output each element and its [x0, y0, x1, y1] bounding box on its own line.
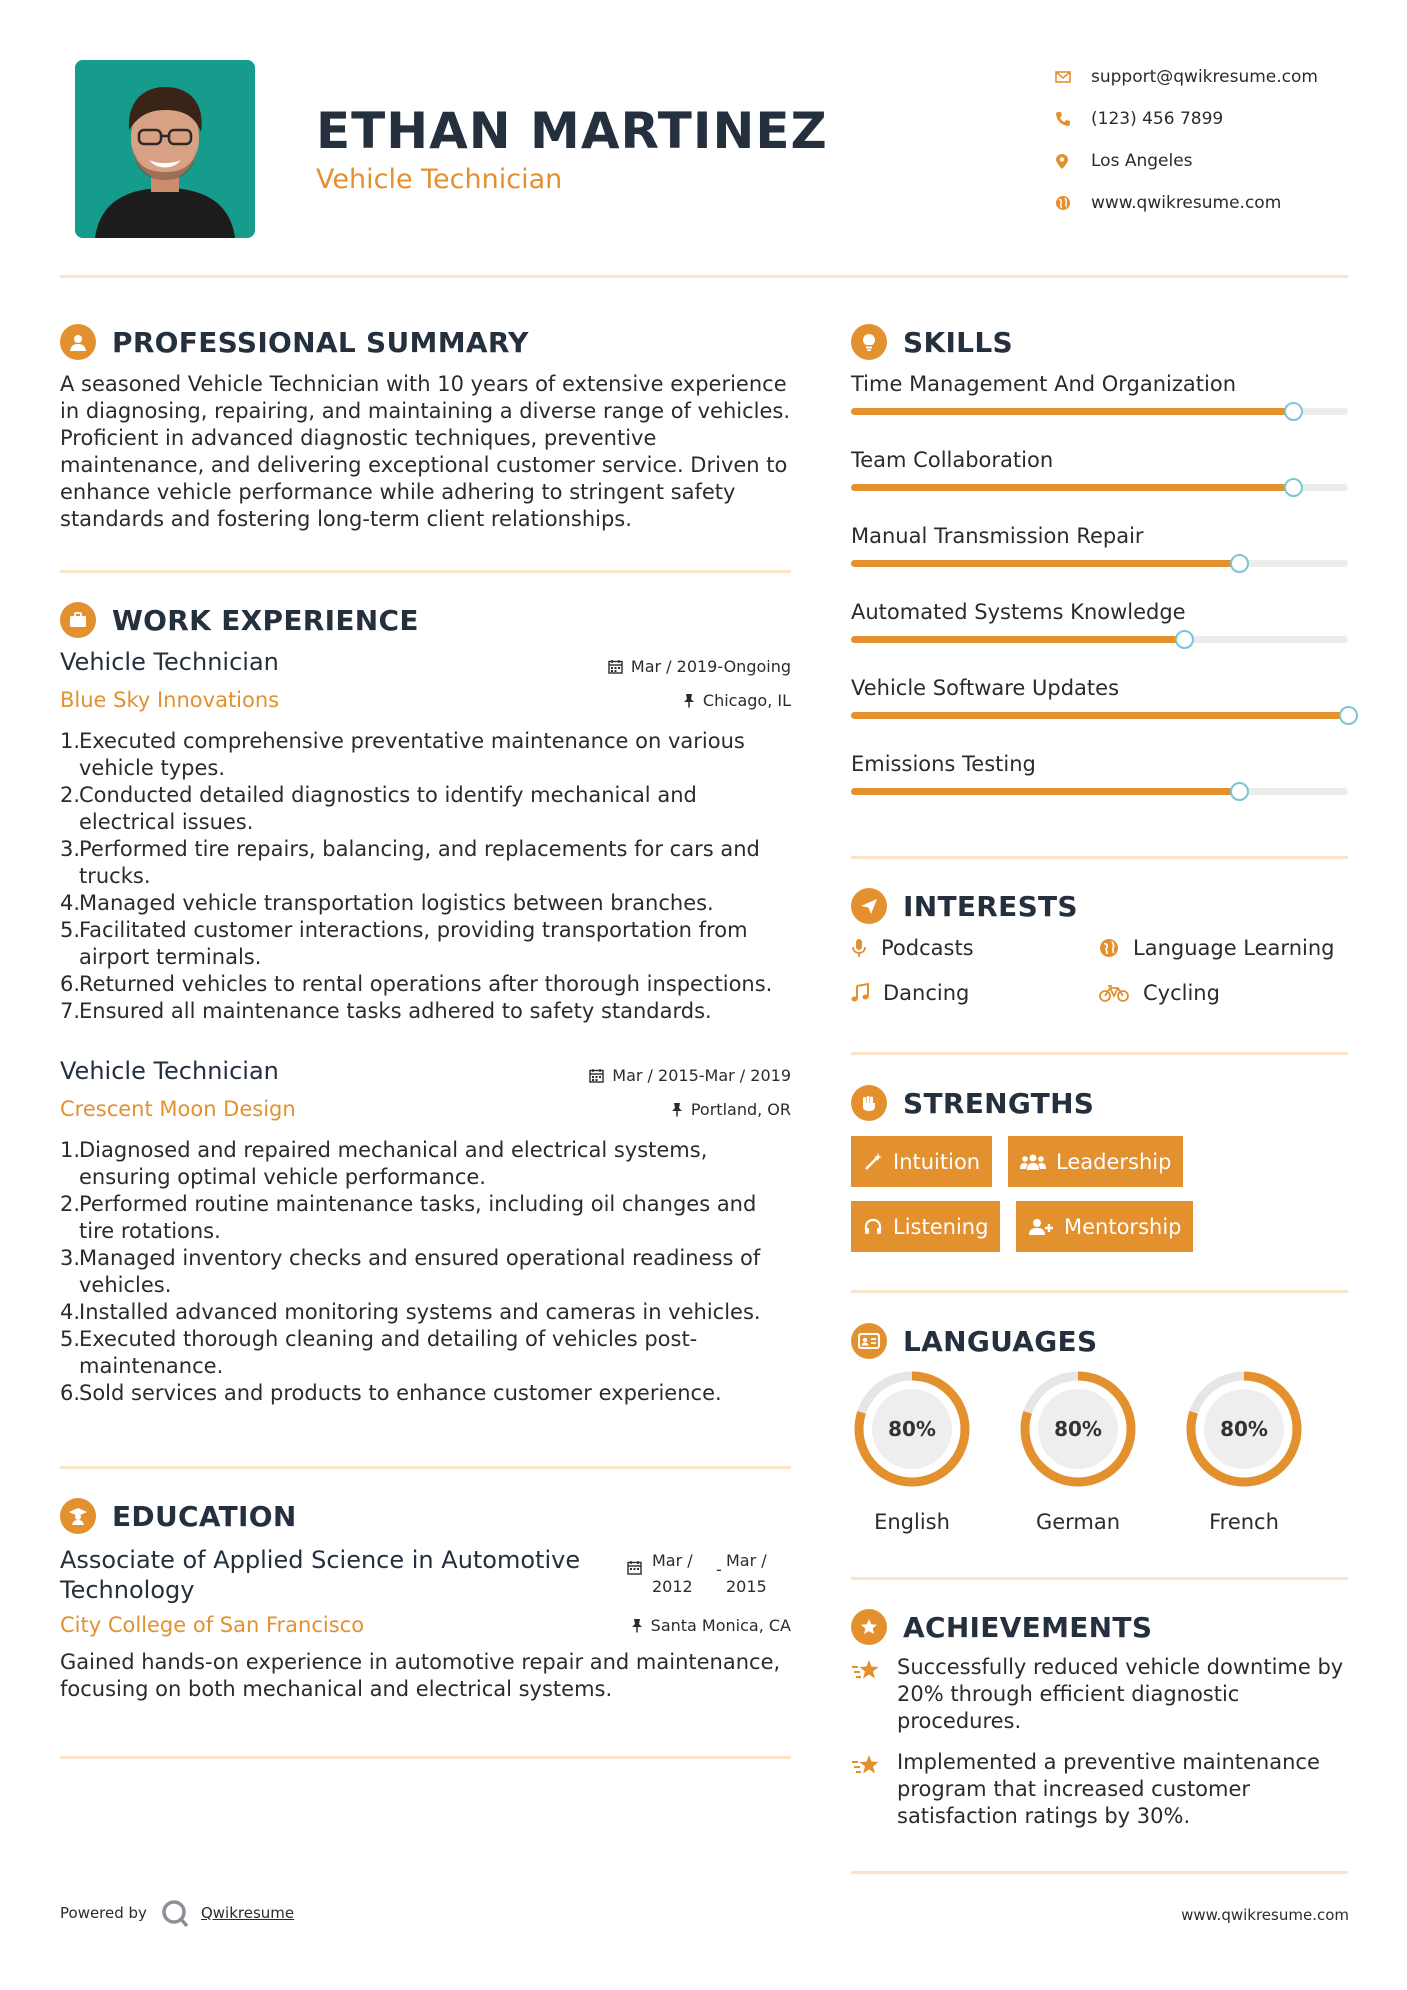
list-item	[60, 917, 805, 971]
list-number: 1.	[60, 729, 81, 753]
skill-label: Automated Systems Knowledge	[851, 600, 1186, 624]
header-divider	[60, 275, 1348, 278]
skill-bar-track	[851, 788, 1348, 795]
contact-email[interactable]	[1055, 56, 1318, 98]
list-line: Executed comprehensive preventative maintenance on various	[79, 729, 745, 753]
strengths-divider	[851, 1290, 1348, 1293]
language-percent: 80%	[888, 1417, 936, 1441]
interest-label: Podcasts	[881, 936, 974, 960]
globe-icon	[1055, 195, 1091, 211]
strength-chip	[1008, 1136, 1183, 1187]
list-line: vehicle types.	[79, 756, 225, 780]
job-location	[500, 1100, 791, 1119]
achievement-text	[897, 1654, 1343, 1735]
skill-item	[851, 676, 1348, 752]
list-line: tire rotations.	[79, 1219, 221, 1243]
pushpin-icon	[671, 1102, 683, 1117]
achievement-item	[851, 1654, 1351, 1735]
list-number: 4.	[60, 891, 81, 915]
language-item	[851, 1368, 973, 1534]
job-location	[500, 691, 791, 710]
education-line: focusing on both mechanical and electrical systems.	[60, 1677, 613, 1701]
job-title: Vehicle Technician	[60, 1057, 279, 1085]
list-number: 7.	[60, 999, 81, 1023]
user-icon	[60, 324, 96, 360]
skill-label: Team Collaboration	[851, 448, 1054, 472]
star-icon	[851, 1749, 897, 1830]
language-name: French	[1209, 1510, 1279, 1534]
qwikresume-logo-icon	[159, 1897, 191, 1929]
strength-chip	[851, 1136, 992, 1187]
job-dates-text: Mar / 2019-Ongoing	[630, 657, 791, 676]
interest-item	[1099, 936, 1334, 960]
achievements-title: ACHIEVEMENTS	[903, 1610, 1153, 1644]
phone-icon	[1055, 111, 1091, 127]
graduate-icon	[60, 1498, 96, 1534]
achievement-text	[897, 1749, 1320, 1830]
language-name: German	[1035, 1510, 1121, 1534]
summary-heading	[60, 324, 529, 360]
skill-level-knob	[1175, 630, 1194, 649]
list-line: Performed tire repairs, balancing, and replacements for cars and	[79, 837, 760, 861]
interest-item	[851, 981, 969, 1005]
qwikresume-link[interactable]: Qwikresume	[200, 1904, 295, 1922]
language-progress-ring	[851, 1368, 973, 1490]
strength-chip	[851, 1201, 1000, 1252]
skill-label: Time Management And Organization	[851, 372, 1237, 396]
list-line: Managed vehicle transportation logistics between branches.	[79, 891, 714, 915]
interests-title: INTERESTS	[903, 889, 1078, 923]
language-progress-ring	[1183, 1368, 1305, 1490]
interest-label: Dancing	[883, 981, 970, 1005]
fist-icon	[851, 1085, 887, 1121]
contact-website-text: www.qwikresume.com	[1091, 193, 1282, 213]
achievement-line: 20% through efficient diagnostic	[897, 1682, 1240, 1706]
group-icon	[1020, 1152, 1046, 1172]
job-company: Blue Sky Innovations	[60, 688, 280, 712]
footer-website[interactable]: www.qwikresume.com	[1181, 1906, 1349, 1924]
degree-line: Technology	[60, 1576, 195, 1604]
list-number: 3.	[60, 837, 81, 861]
language-percent: 80%	[1054, 1417, 1102, 1441]
footer-powered-by	[60, 1897, 294, 1929]
start-month: Mar /	[652, 1551, 693, 1570]
lightbulb-icon	[851, 324, 887, 360]
achievement-line: program that increased customer	[897, 1777, 1251, 1801]
skill-bar-fill	[851, 484, 1293, 491]
list-line: Managed inventory checks and ensured operational readiness of	[79, 1246, 761, 1270]
contact-location-text: Los Angeles	[1091, 151, 1193, 171]
job-company: Crescent Moon Design	[60, 1097, 296, 1121]
list-number: 6.	[60, 972, 81, 996]
contact-phone[interactable]	[1055, 98, 1318, 140]
contact-phone-text: (123) 456 7899	[1091, 109, 1224, 129]
summary-line: in diagnosing, repairing, and maintaining a diverse range of vehicles.	[60, 399, 791, 423]
languages-divider	[851, 1577, 1348, 1580]
summary-divider	[60, 570, 791, 573]
summary-line: enhance vehicle performance while adhering to stringent safety	[60, 480, 736, 504]
skill-item	[851, 372, 1348, 448]
skill-item	[851, 752, 1348, 828]
achievement-item	[851, 1749, 1351, 1830]
summary-line: standards and fostering long-term client relationships.	[60, 507, 632, 531]
skill-label: Vehicle Software Updates	[851, 676, 1120, 700]
work-heading	[60, 602, 419, 638]
school-name: City College of San Francisco	[60, 1613, 365, 1637]
strengths-title: STRENGTHS	[903, 1086, 1095, 1120]
profile-photo	[75, 60, 255, 238]
education-description	[60, 1649, 805, 1703]
education-location	[500, 1616, 791, 1635]
education-start-date	[652, 1548, 693, 1600]
skill-bar-track	[851, 712, 1348, 719]
strength-chip	[1016, 1201, 1193, 1252]
skill-bar-fill	[851, 636, 1184, 643]
add-user-icon	[1028, 1217, 1054, 1237]
list-number: 6.	[60, 1381, 81, 1405]
list-line: Executed thorough cleaning and detailing of vehicles post-	[79, 1327, 698, 1351]
languages-heading	[851, 1323, 1097, 1359]
star-icon	[851, 1654, 897, 1735]
envelope-icon	[1055, 70, 1091, 84]
strength-label: Intuition	[893, 1149, 981, 1174]
interest-label: Cycling	[1143, 981, 1220, 1005]
list-line: maintenance.	[79, 1354, 224, 1378]
skill-bar-fill	[851, 788, 1239, 795]
list-number: 2.	[60, 783, 81, 807]
skill-level-knob	[1339, 706, 1358, 725]
skill-label: Emissions Testing	[851, 752, 1036, 776]
list-line: electrical issues.	[79, 810, 254, 834]
list-line: Ensured all maintenance tasks adhered to safety standards.	[79, 999, 712, 1023]
list-item	[60, 1191, 805, 1245]
skill-label: Manual Transmission Repair	[851, 524, 1144, 548]
job-duties	[60, 1137, 805, 1407]
contact-location	[1055, 140, 1318, 182]
education-title: EDUCATION	[112, 1499, 297, 1533]
list-number: 1.	[60, 1138, 81, 1162]
skill-item	[851, 600, 1348, 676]
language-name: English	[874, 1510, 950, 1534]
achievements-heading	[851, 1609, 1152, 1645]
degree-line: Associate of Applied Science in Automotive	[60, 1546, 581, 1574]
achievement-line: Successfully reduced vehicle downtime by	[897, 1655, 1344, 1679]
list-line: Performed routine maintenance tasks, including oil changes and	[79, 1192, 757, 1216]
list-number: 4.	[60, 1300, 81, 1324]
list-line: trucks.	[79, 864, 151, 888]
education-line: Gained hands-on experience in automotive repair and maintenance,	[60, 1650, 781, 1674]
pushpin-icon	[631, 1618, 643, 1633]
list-item	[60, 1380, 805, 1407]
list-item	[60, 1137, 805, 1191]
list-item	[60, 782, 805, 836]
job-location-text: Chicago, IL	[702, 691, 791, 710]
music-note-icon	[851, 983, 869, 1003]
strengths-heading	[851, 1085, 1094, 1121]
list-item	[60, 1299, 805, 1326]
location-pin-icon	[1055, 153, 1091, 170]
work-divider	[60, 1466, 791, 1469]
skill-bar-fill	[851, 560, 1239, 567]
list-number: 5.	[60, 1327, 81, 1351]
list-line: airport terminals.	[79, 945, 262, 969]
skills-title: SKILLS	[903, 325, 1013, 359]
education-location-text: Santa Monica, CA	[650, 1616, 791, 1635]
skill-item	[851, 448, 1348, 524]
strength-label: Mentorship	[1064, 1214, 1182, 1239]
list-line: vehicles.	[79, 1273, 172, 1297]
date-separator: -	[716, 1560, 722, 1579]
summary-line: A seasoned Vehicle Technician with 10 years of extensive experience	[60, 372, 787, 396]
education-divider	[60, 1756, 791, 1759]
calendar-icon	[589, 1068, 604, 1083]
contact-email-text: support@qwikresume.com	[1091, 67, 1318, 87]
language-item	[1017, 1368, 1139, 1534]
interest-label: Language Learning	[1133, 936, 1335, 960]
powered-by-text: Powered by	[60, 1904, 147, 1922]
list-number: 5.	[60, 918, 81, 942]
skill-level-knob	[1230, 782, 1249, 801]
strength-label: Listening	[893, 1214, 989, 1239]
summary-line: maintenance, and delivering exceptional customer service. Driven to	[60, 453, 788, 477]
list-line: Conducted detailed diagnostics to identify mechanical and	[79, 783, 697, 807]
list-number: 2.	[60, 1192, 81, 1216]
calendar-icon	[627, 1560, 642, 1579]
job-dates	[500, 657, 791, 676]
interest-item	[1099, 981, 1220, 1005]
skill-bar-track	[851, 560, 1348, 567]
star-badge-icon	[851, 1609, 887, 1645]
skill-bar-track	[851, 484, 1348, 491]
bicycle-icon	[1099, 984, 1129, 1002]
skill-level-knob	[1230, 554, 1249, 573]
languages-title: LANGUAGES	[903, 1324, 1098, 1358]
job-title: Vehicle Technician	[60, 648, 279, 676]
achievement-line: Implemented a preventive maintenance	[897, 1750, 1320, 1774]
paper-plane-icon	[851, 888, 887, 924]
achievements-divider	[851, 1871, 1348, 1874]
skill-bar-fill	[851, 712, 1348, 719]
skill-bar-fill	[851, 408, 1293, 415]
list-item	[60, 1245, 805, 1299]
candidate-role: Vehicle Technician	[316, 164, 563, 195]
magic-wand-icon	[863, 1152, 883, 1172]
id-card-icon	[851, 1323, 887, 1359]
summary-text	[60, 371, 800, 533]
interests-divider	[851, 1052, 1348, 1055]
contact-list	[1055, 56, 1318, 224]
degree-title	[60, 1545, 580, 1605]
strength-label: Leadership	[1056, 1149, 1172, 1174]
education-heading	[60, 1498, 297, 1534]
list-item	[60, 836, 805, 890]
job-dates	[500, 1066, 791, 1085]
microphone-icon	[851, 938, 867, 958]
summary-title: PROFESSIONAL SUMMARY	[112, 325, 529, 359]
skill-level-knob	[1284, 402, 1303, 421]
skill-level-knob	[1284, 478, 1303, 497]
calendar-icon	[608, 659, 623, 674]
skill-bar-track	[851, 636, 1348, 643]
achievement-line: satisfaction ratings by 30%.	[897, 1804, 1191, 1828]
list-item	[60, 971, 805, 998]
list-item	[60, 998, 805, 1025]
skill-item	[851, 524, 1348, 600]
briefcase-icon	[60, 602, 96, 638]
candidate-name: ETHAN MARTINEZ	[316, 102, 828, 160]
list-item	[60, 890, 805, 917]
list-line: Returned vehicles to rental operations after thorough inspections.	[79, 972, 773, 996]
skills-divider	[851, 856, 1348, 859]
end-month: Mar /	[726, 1551, 767, 1570]
summary-line: Proficient in advanced diagnostic techniques, preventive	[60, 426, 657, 450]
work-title: WORK EXPERIENCE	[112, 603, 419, 637]
job-dates-text: Mar / 2015-Mar / 2019	[612, 1066, 791, 1085]
language-progress-ring	[1017, 1368, 1139, 1490]
skills-heading	[851, 324, 1013, 360]
pushpin-icon	[683, 693, 695, 708]
list-line: Diagnosed and repaired mechanical and electrical systems,	[79, 1138, 708, 1162]
list-line: Sold services and products to enhance customer experience.	[79, 1381, 722, 1405]
education-end-date	[726, 1548, 767, 1600]
interests-heading	[851, 888, 1078, 924]
list-item	[60, 1326, 805, 1380]
job-duties	[60, 728, 805, 1025]
list-number: 3.	[60, 1246, 81, 1270]
language-item	[1183, 1368, 1305, 1534]
headphones-icon	[863, 1217, 883, 1237]
contact-website[interactable]	[1055, 182, 1318, 224]
list-line: Facilitated customer interactions, providing transportation from	[79, 918, 748, 942]
language-percent: 80%	[1220, 1417, 1268, 1441]
list-line: Installed advanced monitoring systems and cameras in vehicles.	[79, 1300, 761, 1324]
start-year: 2012	[652, 1577, 693, 1596]
end-year: 2015	[726, 1577, 767, 1596]
list-item	[60, 728, 805, 782]
globe-icon	[1099, 938, 1119, 958]
list-line: ensuring optimal vehicle performance.	[79, 1165, 486, 1189]
achievement-line: procedures.	[897, 1709, 1022, 1733]
job-location-text: Portland, OR	[690, 1100, 791, 1119]
skill-bar-track	[851, 408, 1348, 415]
interest-item	[851, 936, 974, 960]
